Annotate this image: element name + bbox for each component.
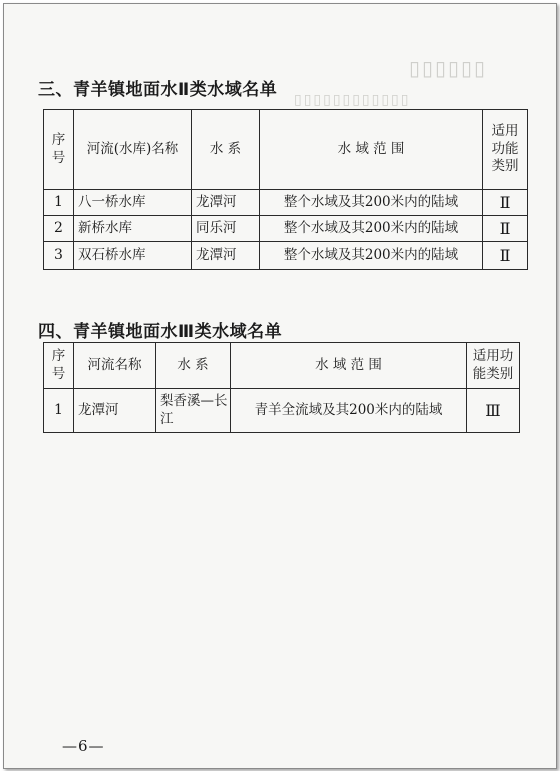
header-range: 水 域 范 围 (260, 110, 483, 190)
header-category: 适用功能类别 (467, 343, 520, 389)
class-2-water-table (43, 109, 528, 270)
row-no: 2 (44, 216, 74, 242)
bleed-through-text: ▯▯▯▯▯▯ (409, 56, 488, 80)
table-header-row (44, 110, 528, 190)
section-4-heading: 四、青羊镇地面水Ⅲ类水域名单 (38, 322, 283, 342)
header-name: 河流名称 (74, 343, 156, 389)
page-number: —6— (62, 737, 105, 755)
row-range: 整个水域及其200米内的陆域 (260, 190, 483, 216)
section-3-heading: 三、青羊镇地面水Ⅱ类水域名单 (38, 80, 278, 100)
document-page (3, 3, 557, 769)
table-row (44, 190, 528, 216)
row-system: 同乐河 (192, 216, 260, 242)
row-no: 1 (44, 190, 74, 216)
row-name: 新桥水库 (74, 216, 192, 242)
header-system: 水 系 (156, 343, 231, 389)
row-system: 梨香溪—长江 (156, 389, 231, 433)
row-range: 青羊全流域及其200米内的陆域 (231, 389, 467, 433)
table-row (44, 216, 528, 242)
header-name: 河流(水库)名称 (74, 110, 192, 190)
row-no: 1 (44, 389, 74, 433)
row-system: 龙潭河 (192, 190, 260, 216)
row-category: Ⅲ (467, 389, 520, 433)
row-name: 双石桥水库 (74, 242, 192, 270)
header-no: 序号 (44, 343, 74, 389)
row-name: 龙潭河 (74, 389, 156, 433)
row-no: 3 (44, 242, 74, 270)
table-row (44, 242, 528, 270)
row-range: 整个水域及其200米内的陆域 (260, 216, 483, 242)
row-name: 八一桥水库 (74, 190, 192, 216)
class-3-water-table (43, 342, 520, 433)
header-system: 水 系 (192, 110, 260, 190)
table-row (44, 389, 520, 433)
header-no: 序号 (44, 110, 74, 190)
header-range: 水 域 范 围 (231, 343, 467, 389)
row-category: Ⅱ (483, 216, 528, 242)
bleed-through-text: ▯▯▯▯▯▯▯▯▯▯▯▯ (294, 92, 411, 108)
row-range: 整个水域及其200米内的陆域 (260, 242, 483, 270)
header-category: 适用功能类别 (483, 110, 528, 190)
table-header-row (44, 343, 520, 389)
row-system: 龙潭河 (192, 242, 260, 270)
row-category: Ⅱ (483, 242, 528, 270)
row-category: Ⅱ (483, 190, 528, 216)
